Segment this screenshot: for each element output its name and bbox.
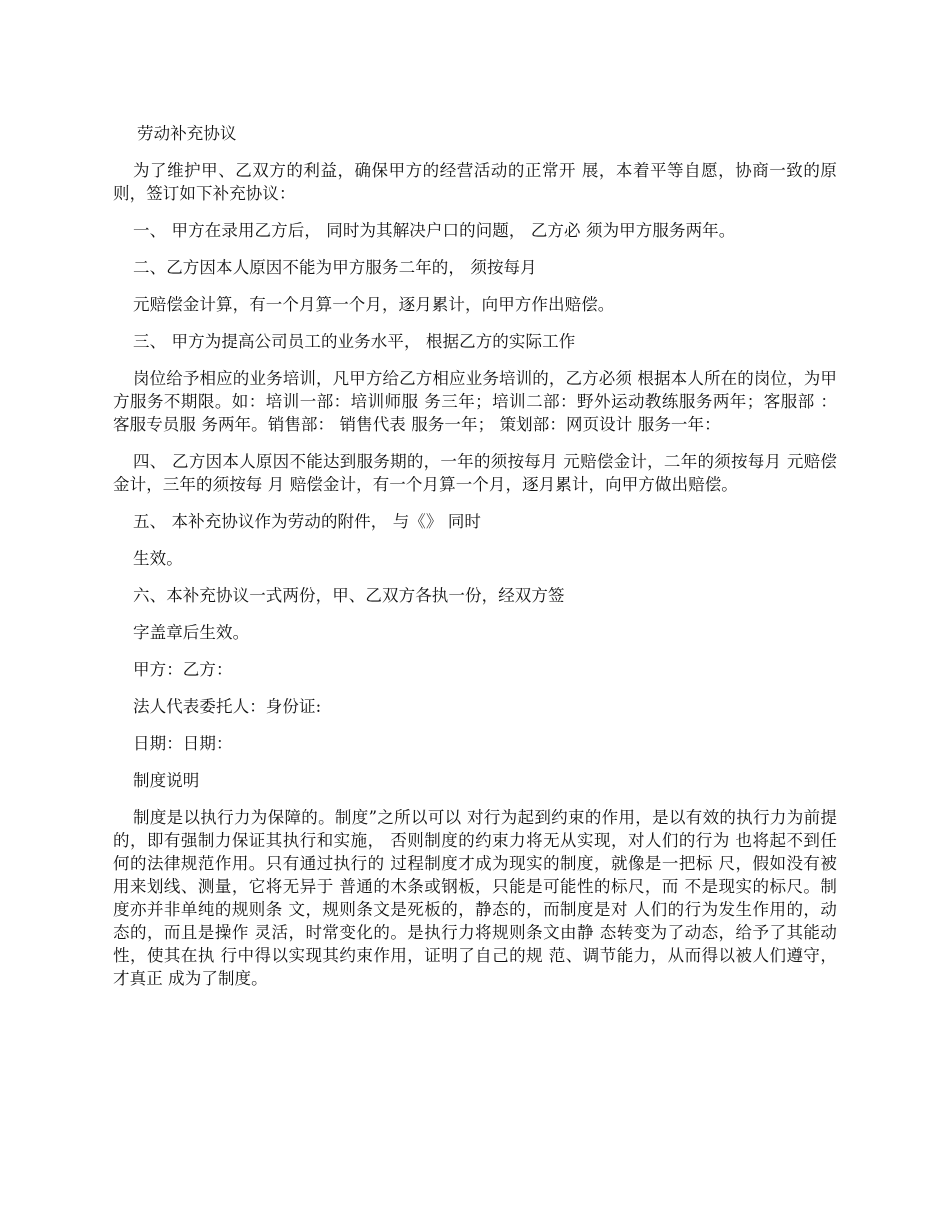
document-title: 劳动补充协议 <box>137 124 237 143</box>
clause-5-continued: 生效。 <box>133 549 183 568</box>
signature-dates: 日期：日期： <box>133 734 233 753</box>
clause-3-continued: 岗位给予相应的业务培训，凡甲方给乙方相应业务培训的，乙方必须 根据本人所在的岗位，为甲方服务不期限。如：培训一部：培训师服 务三年；培训二部：野外运动教练服务两年；客服部 ：客服专员服 务两年。销售部： 销售代表 服务一年； 策划部：网页设计 服务一年： <box>113 369 837 434</box>
clause-2: 二、乙方因本人原因不能为甲方服务二年的， 须按每月 <box>133 258 537 277</box>
clause-4: 四、 乙方因本人原因不能达到服务期的，一年的须按每月 元赔偿金计，二年的须按每月 元赔偿金计，三年的须按每 月 赔偿金计，有一个月算一个月，逐月累计，向甲方做出赔偿。 <box>113 452 837 494</box>
intro-paragraph: 为了维护甲、乙双方的利益，确保甲方的经营活动的正常开 展，本着平等自愿，协商一致的原则，签订如下补充协议： <box>113 161 837 203</box>
clause-2-continued: 元赔偿金计算，有一个月算一个月，逐月累计，向甲方作出赔偿。 <box>133 295 615 314</box>
document-page <box>113 122 837 1004</box>
clause-3: 三、 甲方为提高公司员工的业务水平， 根据乙方的实际工作 <box>133 332 576 351</box>
section-body: 制度是以执行力为保障的。制度”之所以可以 对行为起到约束的作用，是以有效的执行力为前提的，即有强制力保证其执行和实施， 否则制度的约束力将无从实现，对人们的行为 也将起不到任何的法律规范作用。只有通过执行的 过程制度才成为现实的制度，就像是一把标 尺，假如没有被用来划线、测量，它将无异于 普通的木条或钢板，只能是可能性的标尺，而 不是现实的标尺。制度亦并非单纯的规则条 文，规则条文是死板的，静态的，而制度是对 人们的行为发生作用的，动态的，而且是操作 灵活，时常变化的。是执行力将规则条文由静 态转变为了动态，给予了其能动性，使其在执 行中得以实现其约束作用，证明了自己的规 范、调节能力，从而得以被人们遵守，才真正 成为了制度。 <box>113 808 837 988</box>
clause-6: 六、本补充协议一式两份，甲、乙双方各执一份，经双方签 <box>133 586 565 605</box>
clause-5: 五、 本补充协议作为劳动的附件， 与《》 同时 <box>133 512 482 531</box>
section-heading: 制度说明 <box>133 771 200 790</box>
signature-representatives: 法人代表委托人：身份证: <box>133 697 322 716</box>
signature-parties: 甲方：乙方： <box>133 660 233 679</box>
clause-1: 一、 甲方在录用乙方后， 同时为其解决户口的问题， 乙方必 须为甲方服务两年。 <box>133 221 736 240</box>
clause-6-continued: 字盖章后生效。 <box>133 623 250 642</box>
